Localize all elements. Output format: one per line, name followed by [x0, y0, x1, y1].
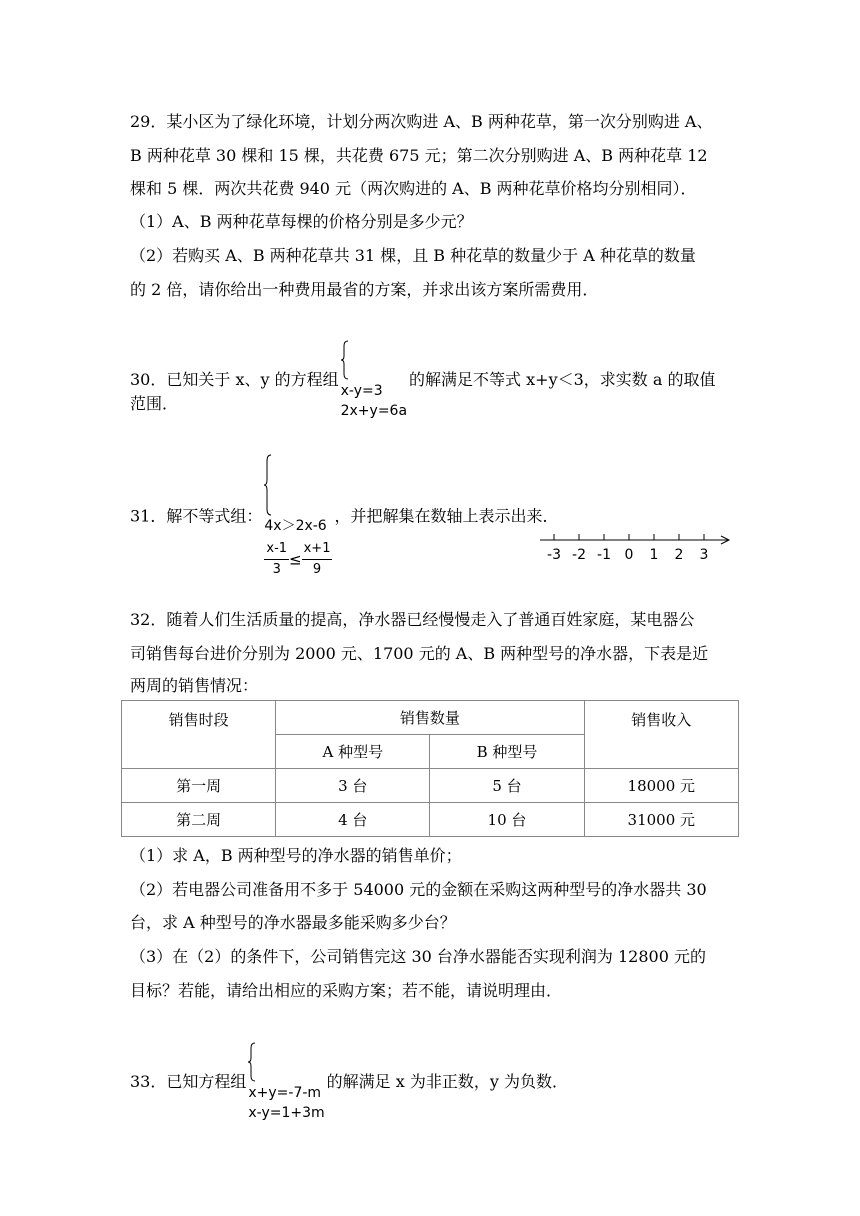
- q29-line-1: 29．某小区为了绿化环境，计划分两次购进 A、B 两种花草，第一次分别购进 A、: [130, 112, 713, 131]
- q31-inequality-system: [264, 454, 332, 580]
- number-line-tick-label: 0: [624, 547, 634, 563]
- header-quantity: 销售数量: [276, 701, 584, 735]
- cell-income: 18000 元: [584, 769, 738, 803]
- number-line-tick-label: 1: [649, 547, 659, 563]
- number-line-tick-label: -3: [547, 547, 561, 563]
- header-type-b: B 种型号: [430, 735, 584, 769]
- sales-table: [121, 700, 739, 837]
- q32-line-3: 两周的销售情况：: [130, 676, 259, 695]
- number-line-tick-label: -1: [597, 547, 611, 563]
- cell-period: 第一周: [122, 769, 276, 803]
- q33-equation-system: [248, 1042, 324, 1123]
- cell-a: 4 台: [276, 803, 430, 837]
- q31-frac2-den: 9: [312, 562, 322, 577]
- q31-ineq-1: 4x＞2x-6: [264, 518, 327, 534]
- q30-equation-system: [341, 340, 407, 421]
- header-income: 销售收入: [584, 701, 738, 769]
- q32-part-2b: 台，求 A 种型号的净水器最多能采购多少台？: [130, 913, 456, 932]
- q32-part-1: （1）求 A，B 两种型号的净水器的销售单价；: [130, 846, 462, 865]
- brace-icon: [341, 340, 349, 380]
- number-line-tick-label: 3: [699, 547, 709, 563]
- q30-line-1: [130, 340, 716, 421]
- q31-frac1-num: x-1: [264, 539, 289, 560]
- header-type-a: A 种型号: [276, 735, 430, 769]
- number-line-tick-label: -2: [572, 547, 586, 563]
- q30-prefix: 30．已知关于 x、y 的方程组: [130, 370, 339, 389]
- q31-fraction-2: [302, 539, 333, 580]
- q32-line-1: 32．随着人们生活质量的提高，净水器已经慢慢走入了普通百姓家庭，某电器公: [130, 610, 695, 629]
- q31-prefix: 31．解不等式组：: [130, 506, 263, 526]
- q29-line-2: B 两种花草 30 棵和 15 棵，共花费 675 元；第二次分别购进 A、B 两种花草 12: [130, 146, 708, 165]
- q32-part-2a: （2）若电器公司准备用不多于 54000 元的金额在采购这两种型号的净水器共 30: [130, 880, 707, 899]
- cell-b: 10 台: [430, 803, 584, 837]
- q31-relation: ≤: [289, 550, 302, 569]
- header-period: 销售时段: [122, 701, 276, 769]
- q30-suffix: 的解满足不等式 x+y＜3，求实数 a 的取值: [409, 370, 716, 389]
- q32-part-3a: （3）在（2）的条件下，公司销售完这 30 台净水器能否实现利润为 12800 元的: [130, 947, 706, 966]
- q31-frac1-den: 3: [272, 562, 281, 577]
- table-row: [122, 769, 739, 803]
- brace-icon: [248, 1042, 256, 1082]
- q32-part-3b: 目标？若能，请给出相应的采购方案；若不能，请说明理由．: [130, 981, 563, 1000]
- q30-eq-1: x-y=3: [340, 383, 383, 399]
- q31-line: [130, 454, 558, 580]
- q29-part-2a: （2）若购买 A、B 两种花草共 31 棵，且 B 种花草的数量少于 A 种花草的数量: [130, 246, 696, 265]
- number-line: [540, 528, 735, 568]
- q33-suffix: 的解满足 x 为非正数，y 为负数．: [326, 1072, 568, 1091]
- q33-eq-2: x-y=1+3m: [248, 1105, 325, 1121]
- q33-prefix: 33．已知方程组: [130, 1072, 247, 1091]
- cell-a: 3 台: [276, 769, 430, 803]
- q31-frac2-num: x+1: [302, 539, 333, 560]
- q29-part-1: （1）A、B 两种花草每棵的价格分别是多少元？: [130, 212, 473, 231]
- q30-eq-2: 2x+y=6a: [340, 403, 408, 419]
- q30-line-2: 范围．: [130, 394, 179, 413]
- q33-line: [130, 1042, 568, 1123]
- q31-fraction-1: [264, 539, 289, 580]
- cell-income: 31000 元: [584, 803, 738, 837]
- table-row: [122, 803, 739, 837]
- q32-line-2: 司销售每台进价分别为 2000 元、1700 元的 A、B 两种型号的净水器，下表是近: [130, 644, 709, 663]
- q31-suffix: ，并把解集在数轴上表示出来．: [334, 506, 559, 526]
- number-line-tick-label: 2: [674, 547, 684, 563]
- cell-b: 5 台: [430, 769, 584, 803]
- q29-line-3: 棵和 5 棵．两次共花费 940 元（两次购进的 A、B 两种花草价格均分别相同）．: [130, 179, 697, 198]
- cell-period: 第二周: [122, 803, 276, 837]
- brace-icon: [264, 454, 272, 516]
- q29-part-2b: 的 2 倍，请你给出一种费用最省的方案，并求出该方案所需费用．: [130, 280, 599, 299]
- q33-eq-1: x+y=-7-m: [248, 1085, 322, 1101]
